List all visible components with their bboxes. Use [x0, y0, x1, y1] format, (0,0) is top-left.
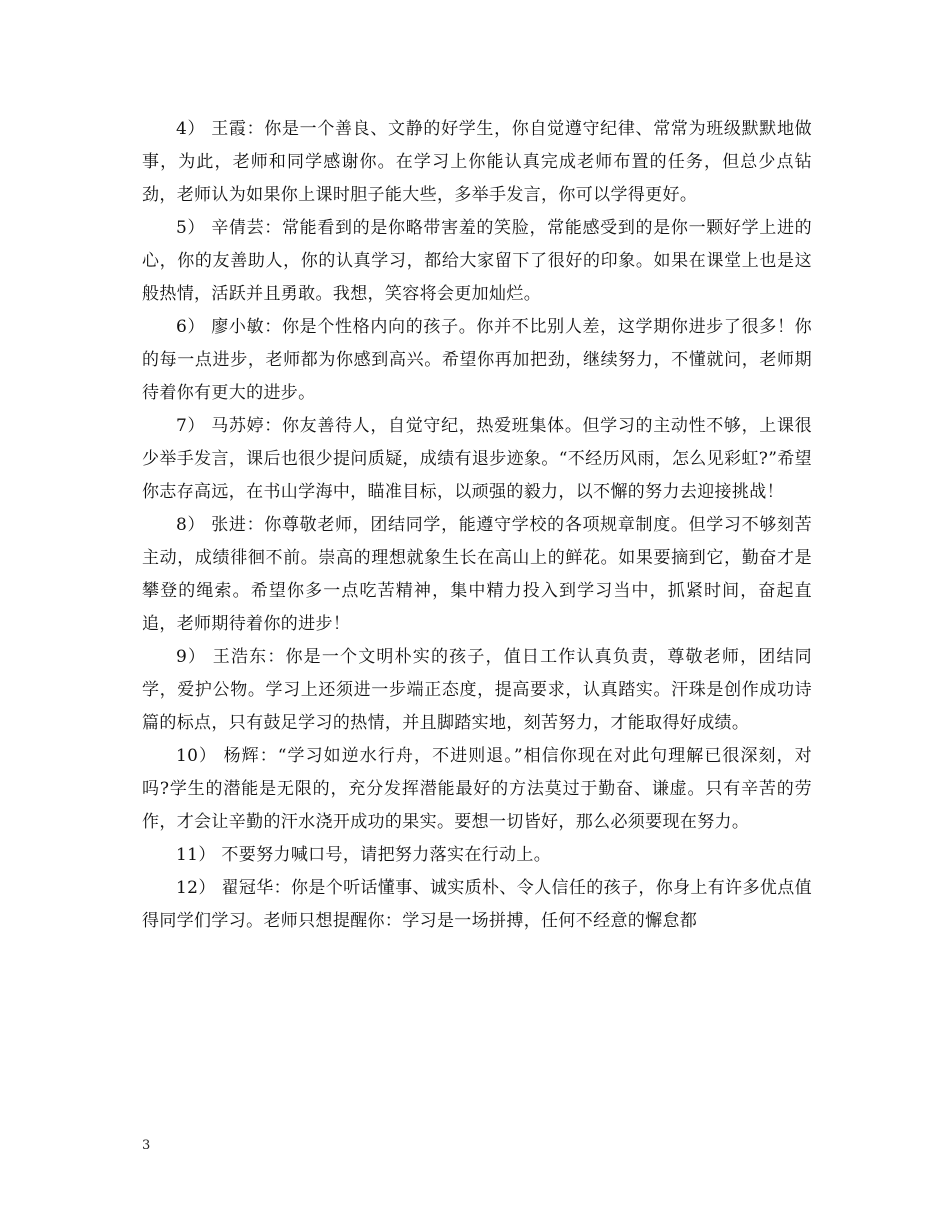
- paragraph-comment-4: 4） 王霞：你是一个善良、文静的好学生，你自觉遵守纪律、常常为班级默默地做事，为此，老师和同学感谢你。在学习上你能认真完成老师布置的任务，但总少点钻劲，老师认为如果你上课时胆子能大些，多举手发言，你可以学得更好。: [142, 119, 812, 205]
- paragraph-comment-9: 9） 王浩东：你是一个文明朴实的孩子，值日工作认真负责，尊敬老师，团结同学，爱护公物。学习上还须进一步端正态度，提高要求，认真踏实。汗珠是创作成功诗篇的标点，只有鼓足学习的热情，并且脚踏实地，刻苦努力，才能取得好成绩。: [142, 647, 812, 733]
- paragraph-comment-8: 8） 张进：你尊敬老师，团结同学，能遵守学校的各项规章制度。但学习不够刻苦主动，成绩徘徊不前。崇高的理想就象生长在高山上的鲜花。如果要摘到它，勤奋才是攀登的绳索。希望你多一点吃苦精神，集中精力投入到学习当中，抓紧时间，奋起直追，老师期待着你的进步！: [142, 515, 812, 634]
- paragraph-comment-5: 5） 辛倩芸：常能看到的是你略带害羞的笑脸，常能感受到的是你一颗好学上进的心，你的友善助人，你的认真学习，都给大家留下了很好的印象。如果在课堂上也是这般热情，活跃并且勇敢。我想，笑容将会更加灿烂。: [142, 218, 812, 304]
- page-number: 3: [142, 1138, 151, 1153]
- paragraph-comment-12: 12） 翟冠华：你是个听话懂事、诚实质朴、令人信任的孩子，你身上有许多优点值得同学们学习。老师只想提醒你：学习是一场拼搏，任何不经意的懈怠都: [142, 878, 812, 931]
- paragraph-comment-7: 7） 马苏婷：你友善待人，自觉守纪，热爱班集体。但学习的主动性不够，上课很少举手发言，课后也很少提问质疑，成绩有退步迹象。“不经历风雨，怎么见彩虹?”希望你志存高远，在书山学海中，瞄准目标，以顽强的毅力，以不懈的努力去迎接挑战！: [142, 416, 812, 502]
- document-body: [142, 113, 812, 938]
- paragraph-comment-6: 6） 廖小敏：你是个性格内向的孩子。你并不比别人差，这学期你进步了很多！你的每一点进步，老师都为你感到高兴。希望你再加把劲，继续努力，不懂就问，老师期待着你有更大的进步。: [142, 317, 812, 403]
- paragraph-comment-11: 11） 不要努力喊口号，请把努力落实在行动上。: [176, 845, 552, 865]
- paragraph-comment-10: 10） 杨辉：“学习如逆水行舟，不进则退。”相信你现在对此句理解已很深刻，对吗?学生的潜能是无限的，充分发挥潜能最好的方法莫过于勤奋、谦虚。只有辛苦的劳作，才会让辛勤的汗水浇开成功的果实。要想一切皆好，那么必须要现在努力。: [142, 746, 812, 832]
